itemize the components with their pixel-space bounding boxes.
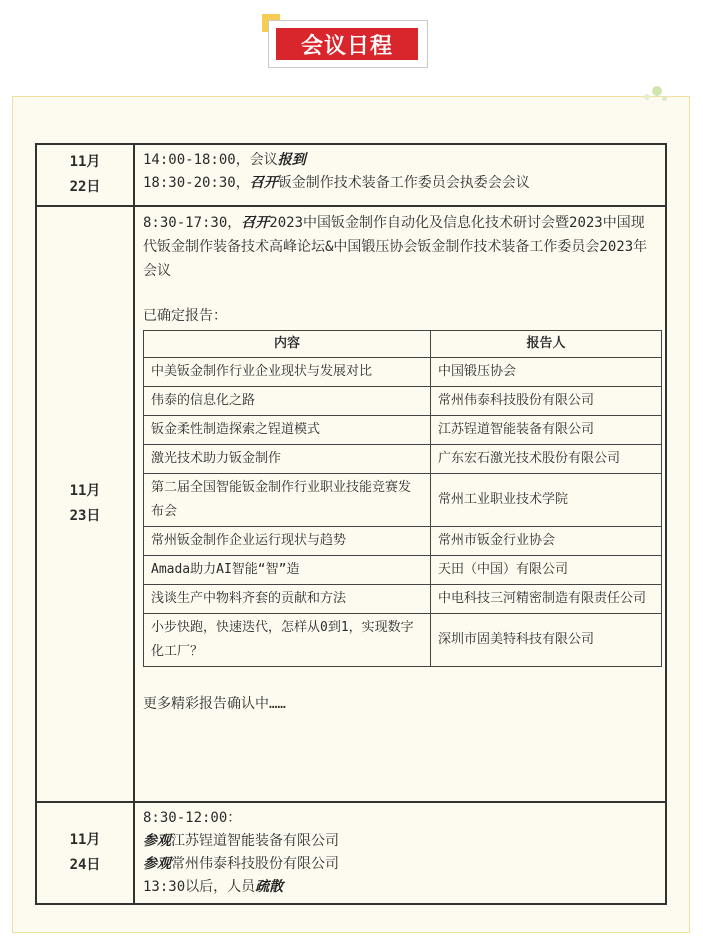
report-row — [144, 614, 662, 667]
schedule-line: 13:30以后，人员疏散 — [143, 879, 284, 895]
date-month: 11月 — [69, 154, 101, 170]
report-row — [144, 445, 662, 474]
reports-label: 已确定报告： — [143, 308, 227, 324]
report-content: Amada助力AI智能“智”造 — [144, 556, 431, 585]
report-row — [144, 387, 662, 416]
title-badge — [262, 14, 428, 68]
report-content: 激光技术助力钣金制作 — [144, 445, 431, 474]
dot-decoration — [662, 96, 667, 101]
report-content: 小步快跑，快速迭代，怎样从0到1，实现数字化工厂？ — [144, 614, 431, 667]
report-content: 浅谈生产中物料齐套的贡献和方法 — [144, 585, 431, 614]
reports-header-row — [144, 331, 662, 358]
report-content: 伟泰的信息化之路 — [144, 387, 431, 416]
report-reporter: 常州伟泰科技股份有限公司 — [431, 387, 662, 416]
schedule-row-day2 — [36, 206, 666, 802]
date-cell-day1 — [36, 144, 134, 206]
report-row — [144, 474, 662, 527]
date-month: 11月 — [69, 832, 101, 848]
content-cell-day2 — [134, 206, 666, 802]
report-content: 中美钣金制作行业企业现状与发展对比 — [144, 358, 431, 387]
report-content: 常州钣金制作企业运行现状与趋势 — [144, 527, 431, 556]
page-title: 会议日程 — [276, 28, 418, 60]
report-reporter: 常州市钣金行业协会 — [431, 527, 662, 556]
content-cell-day3 — [134, 802, 666, 904]
schedule-line: 18:30-20:30，召开钣金制作技术装备工作委员会执委会会议 — [143, 175, 530, 191]
reports-table — [143, 330, 662, 667]
schedule-line: 参观江苏锃道智能装备有限公司 — [143, 833, 339, 849]
report-row — [144, 416, 662, 445]
reports-header-content: 内容 — [144, 331, 431, 358]
report-reporter: 中国锻压协会 — [431, 358, 662, 387]
report-row — [144, 585, 662, 614]
emphasis-text: 召开 — [241, 215, 270, 231]
date-day: 22日 — [69, 179, 101, 195]
schedule-row-day3 — [36, 802, 666, 904]
schedule-table — [35, 143, 667, 905]
report-row — [144, 358, 662, 387]
report-content: 第二届全国智能钣金制作行业职业技能竞赛发布会 — [144, 474, 431, 527]
report-reporter: 江苏锃道智能装备有限公司 — [431, 416, 662, 445]
report-row — [144, 556, 662, 585]
content-cell-day1 — [134, 144, 666, 206]
report-reporter: 广东宏石激光技术股份有限公司 — [431, 445, 662, 474]
date-day: 23日 — [69, 508, 101, 524]
date-month: 11月 — [69, 483, 101, 499]
emphasis-text: 召开 — [249, 175, 278, 191]
decorative-dots — [640, 84, 670, 104]
date-cell-day3 — [36, 802, 134, 904]
report-row — [144, 527, 662, 556]
report-reporter: 深圳市固美特科技有限公司 — [431, 614, 662, 667]
emphasis-text: 参观 — [143, 833, 171, 849]
schedule-line: 参观常州伟泰科技股份有限公司 — [143, 856, 339, 872]
session-intro: 8:30-17:30，召开2023中国钣金制作自动化及信息化技术研讨会暨2023中国现代钣金制作装备技术高峰论坛&中国锻压协会钣金制作技术装备工作委员会2023年会议 — [143, 215, 648, 279]
dot-decoration — [644, 94, 650, 100]
schedule-line: 8:30-12:00： — [143, 810, 242, 826]
report-reporter: 常州工业职业技术学院 — [431, 474, 662, 527]
report-reporter: 天田（中国）有限公司 — [431, 556, 662, 585]
schedule-line: 14:00-18:00，会议报到 — [143, 152, 306, 168]
emphasis-text: 疏散 — [255, 879, 284, 895]
emphasis-text: 报到 — [277, 152, 306, 168]
date-cell-day2 — [36, 206, 134, 802]
date-day: 24日 — [69, 857, 101, 873]
report-reporter: 中电科技三河精密制造有限责任公司 — [431, 585, 662, 614]
schedule-card — [12, 96, 690, 933]
emphasis-text: 参观 — [143, 856, 171, 872]
dot-decoration — [652, 86, 662, 96]
report-content: 钣金柔性制造探索之锃道模式 — [144, 416, 431, 445]
schedule-row-day1 — [36, 144, 666, 206]
reports-header-reporter: 报告人 — [431, 331, 662, 358]
more-reports-note: 更多精彩报告确认中…… — [143, 696, 286, 712]
